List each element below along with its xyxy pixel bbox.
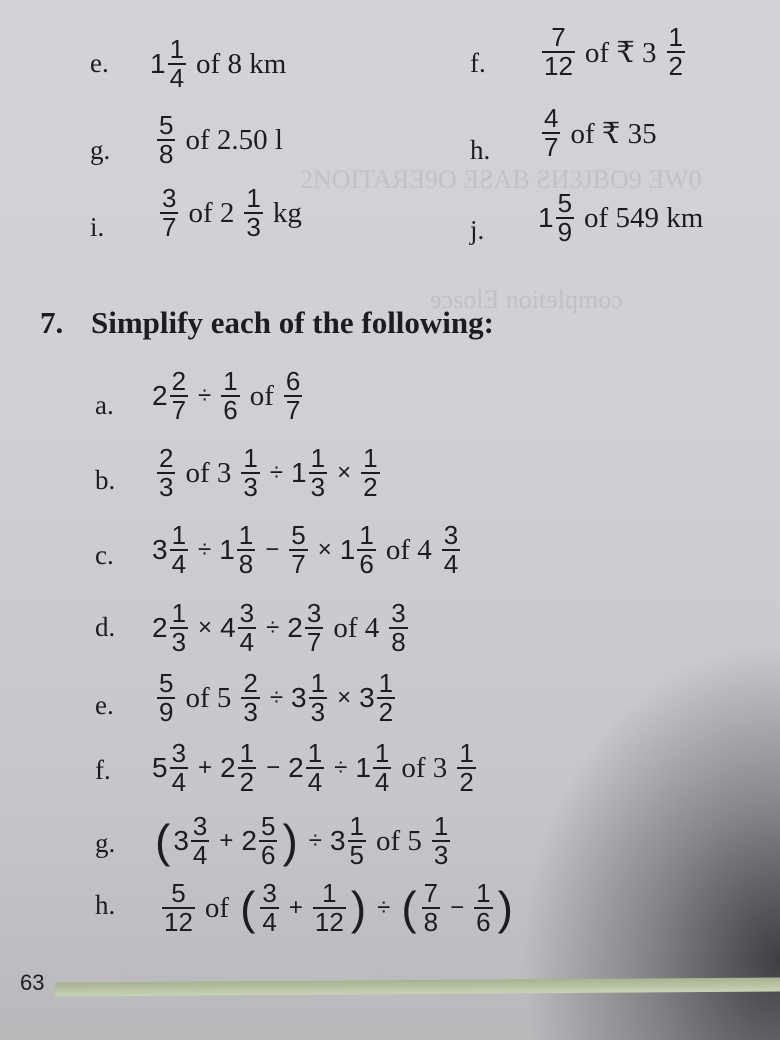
expression-7g: [152, 813, 452, 870]
page-number: 63: [20, 970, 45, 995]
question-number: 7.: [40, 305, 64, 340]
numerator: 2: [243, 668, 258, 698]
whole-number: 1: [219, 534, 235, 566]
numerator: 6: [285, 366, 301, 396]
fraction: [313, 880, 346, 937]
fraction: [309, 445, 327, 502]
denominator: 4: [374, 767, 390, 798]
fraction: [170, 740, 188, 797]
whole-number: 1: [291, 457, 307, 489]
fraction: [241, 670, 259, 727]
denominator: 9: [159, 697, 174, 728]
operator: −: [266, 754, 281, 782]
question-heading: [40, 305, 494, 341]
fraction: [170, 368, 188, 425]
numerator: 4: [544, 103, 559, 133]
denominator: 3: [243, 472, 258, 503]
denominator: 12: [164, 907, 193, 938]
expression-text: of 8 km: [196, 47, 287, 80]
expression-text: of ₹ 3: [584, 36, 657, 69]
numerator: 3: [192, 811, 208, 841]
expression-text: of 5: [185, 681, 232, 714]
whole-number: 3: [329, 825, 346, 857]
numerator: 3: [239, 598, 255, 628]
fraction: [542, 105, 560, 162]
operator: +: [219, 827, 234, 855]
fraction: [168, 36, 186, 93]
expression-text: of 2.50 l: [185, 123, 283, 156]
denominator: 2: [378, 697, 394, 728]
denominator: 4: [443, 549, 459, 580]
numerator: 2: [171, 366, 187, 396]
denominator: 3: [159, 472, 174, 503]
numerator: 2: [159, 443, 174, 473]
item-label: e.: [95, 690, 114, 720]
expression-7b: [155, 445, 382, 502]
numerator: 3: [262, 878, 277, 908]
whole-number: 3: [291, 682, 307, 714]
fraction: [160, 185, 178, 242]
whole-number: 3: [359, 682, 375, 714]
fraction: [422, 880, 440, 937]
numerator: 5: [159, 668, 174, 698]
denominator: 6: [476, 907, 491, 938]
operator: ÷: [266, 614, 280, 642]
denominator: 8: [238, 549, 254, 580]
expression-i: [158, 185, 310, 242]
operator: −: [450, 894, 465, 922]
numerator: 3: [391, 598, 406, 628]
fraction: [191, 813, 209, 870]
numerator: 3: [162, 183, 177, 213]
expression-7h: [160, 880, 516, 937]
numerator: 1: [668, 22, 683, 52]
fraction: [373, 740, 391, 797]
operator: ÷: [198, 382, 212, 410]
denominator: 8: [423, 907, 439, 938]
item-label: h.: [95, 890, 116, 920]
denominator: 6: [260, 840, 276, 871]
numerator: 1: [169, 34, 185, 64]
whole-number: 2: [288, 752, 304, 784]
fraction: [474, 880, 492, 937]
operator: ÷: [377, 894, 391, 922]
whole-number: 2: [220, 752, 236, 784]
item-label: f.: [470, 48, 486, 78]
denominator: 4: [262, 907, 277, 938]
operator: +: [288, 894, 303, 922]
show-through-text: ɘɔsolƎ noitɘlqmoɔ: [430, 285, 623, 314]
expression-text: of: [204, 891, 230, 924]
denominator: 2: [459, 767, 474, 798]
numerator: 1: [363, 443, 378, 473]
denominator: 4: [171, 549, 187, 580]
operator: +: [198, 754, 213, 782]
item-label: e.: [90, 48, 109, 78]
fraction: [241, 445, 259, 502]
fraction: [289, 522, 307, 579]
fraction: [457, 740, 475, 797]
operator: ÷: [269, 684, 284, 712]
operator: ÷: [334, 754, 348, 782]
numerator: 5: [159, 110, 174, 140]
denominator: 2: [363, 472, 378, 503]
fraction: [556, 190, 574, 247]
denominator: 8: [159, 139, 174, 170]
denominator: 7: [285, 395, 301, 426]
parenthesis: ): [350, 882, 367, 935]
expression-text: of 3: [401, 751, 448, 784]
whole-number: 2: [152, 380, 168, 412]
denominator: 8: [391, 627, 406, 658]
expression-7a: [152, 368, 304, 425]
denominator: 6: [223, 395, 238, 426]
whole-number: 4: [220, 612, 236, 644]
expression-h: [540, 105, 665, 162]
whole-number: 3: [152, 534, 168, 566]
denominator: 12: [544, 51, 573, 82]
operator: ×: [337, 459, 352, 487]
numerator: 1: [310, 443, 326, 473]
fraction: [284, 368, 302, 425]
denominator: 3: [246, 212, 261, 243]
operator: ×: [198, 614, 213, 642]
denominator: 6: [359, 549, 374, 580]
fraction: [157, 670, 175, 727]
operator: ÷: [198, 536, 212, 564]
numerator: 1: [349, 811, 364, 841]
denominator: 7: [171, 395, 187, 426]
item-label: d.: [95, 612, 116, 642]
item-label: i.: [90, 212, 105, 242]
whole-number: 1: [150, 48, 166, 80]
expression-j: [538, 190, 711, 247]
numerator: 1: [243, 443, 258, 473]
item-label: f.: [95, 755, 111, 785]
expression-text: of 2: [188, 196, 235, 229]
expression-g: [155, 112, 291, 169]
expression-text: kg: [272, 196, 302, 229]
whole-number: 1: [538, 202, 554, 234]
fraction: [357, 522, 375, 579]
fraction: [309, 670, 327, 727]
expression-7f: [152, 740, 478, 797]
numerator: 1: [322, 878, 337, 908]
parenthesis: (: [155, 815, 171, 868]
numerator: 3: [306, 598, 322, 628]
fraction: [389, 600, 407, 657]
fraction: [170, 522, 188, 579]
numerator: 7: [423, 878, 439, 908]
fraction: [259, 813, 277, 870]
fraction: [667, 24, 685, 81]
fraction: [162, 880, 195, 937]
operator: −: [265, 536, 280, 564]
denominator: 4: [192, 840, 208, 871]
numerator: 1: [246, 183, 261, 213]
numerator: 1: [359, 520, 374, 550]
show-through-text: 2NOITAЯƎ9O ƎƧAB ƧИ3JBO9 ƎW0: [300, 165, 702, 194]
parenthesis: (: [401, 882, 417, 935]
denominator: 4: [307, 767, 323, 798]
operator: ÷: [308, 827, 322, 855]
expression-7c: [152, 522, 462, 579]
whole-number: 2: [152, 612, 168, 644]
fraction: [442, 522, 460, 579]
expression-7d: [152, 600, 410, 657]
expression-text: of 4: [385, 533, 432, 566]
expression-text: of: [249, 379, 274, 412]
whole-number: 2: [241, 825, 257, 857]
expression-7e: [155, 670, 397, 727]
numerator: 1: [239, 738, 255, 768]
item-label: g.: [95, 828, 116, 858]
denominator: 4: [171, 767, 187, 798]
fraction: [260, 880, 278, 937]
whole-number: 1: [339, 534, 356, 566]
fraction: [361, 445, 379, 502]
numerator: 1: [476, 878, 491, 908]
fraction: [237, 522, 255, 579]
denominator: 7: [291, 549, 306, 580]
item-label: h.: [470, 135, 491, 165]
denominator: 7: [306, 627, 322, 658]
denominator: 4: [239, 627, 255, 658]
item-label: j.: [470, 215, 485, 245]
denominator: 2: [668, 51, 683, 82]
fraction: [432, 813, 450, 870]
item-label: b.: [95, 465, 116, 495]
numerator: 1: [223, 366, 238, 396]
fraction: [306, 740, 324, 797]
fraction: [377, 670, 395, 727]
denominator: 3: [171, 627, 187, 658]
operator: ×: [337, 684, 352, 712]
item-label: c.: [95, 540, 114, 570]
numerator: 5: [260, 811, 276, 841]
numerator: 1: [433, 811, 449, 841]
fraction: [305, 600, 323, 657]
question-text: Simplify each of the following:: [91, 305, 494, 340]
expression-text: of 4: [333, 611, 380, 644]
fraction: [542, 24, 575, 81]
denominator: 4: [169, 63, 185, 94]
fraction: [221, 368, 239, 425]
numerator: 3: [443, 520, 459, 550]
fraction: [238, 600, 256, 657]
numerator: 5: [291, 520, 306, 550]
whole-number: 5: [152, 752, 168, 784]
denominator: 3: [310, 472, 326, 503]
whole-number: 3: [173, 825, 189, 857]
operator: ÷: [269, 459, 284, 487]
numerator: 1: [171, 598, 187, 628]
numerator: 5: [557, 188, 573, 218]
expression-text: of 5: [375, 824, 422, 857]
fraction: [244, 185, 262, 242]
fraction: [348, 813, 366, 870]
fraction: [170, 600, 188, 657]
expression-text: of ₹ 35: [570, 117, 657, 150]
numerator: 1: [378, 668, 394, 698]
expression-text: of 549 km: [584, 201, 704, 234]
parenthesis: ): [497, 882, 513, 935]
expression-e: [150, 36, 294, 93]
denominator: 3: [310, 697, 326, 728]
numerator: 1: [171, 520, 187, 550]
expression-f: [540, 24, 687, 81]
numerator: 5: [171, 878, 186, 908]
item-label: g.: [90, 135, 111, 165]
whole-number: 2: [287, 612, 303, 644]
fraction: [238, 740, 256, 797]
denominator: 12: [314, 907, 344, 938]
expression-text: of 3: [185, 456, 232, 489]
parenthesis: ): [282, 815, 298, 868]
denominator: 2: [239, 767, 255, 798]
fraction: [157, 112, 175, 169]
operator: ×: [317, 536, 332, 564]
numerator: 1: [307, 738, 323, 768]
parenthesis: (: [240, 882, 256, 935]
denominator: 3: [243, 697, 258, 728]
denominator: 7: [544, 132, 559, 163]
denominator: 5: [349, 840, 364, 871]
item-label: a.: [95, 390, 114, 420]
denominator: 7: [162, 212, 177, 243]
fraction: [157, 445, 175, 502]
numerator: 1: [310, 668, 326, 698]
numerator: 7: [551, 22, 566, 52]
denominator: 3: [433, 840, 449, 871]
numerator: 3: [171, 738, 187, 768]
numerator: 1: [459, 738, 474, 768]
denominator: 9: [557, 217, 573, 248]
whole-number: 1: [355, 752, 371, 784]
numerator: 1: [238, 520, 254, 550]
numerator: 1: [374, 738, 390, 768]
